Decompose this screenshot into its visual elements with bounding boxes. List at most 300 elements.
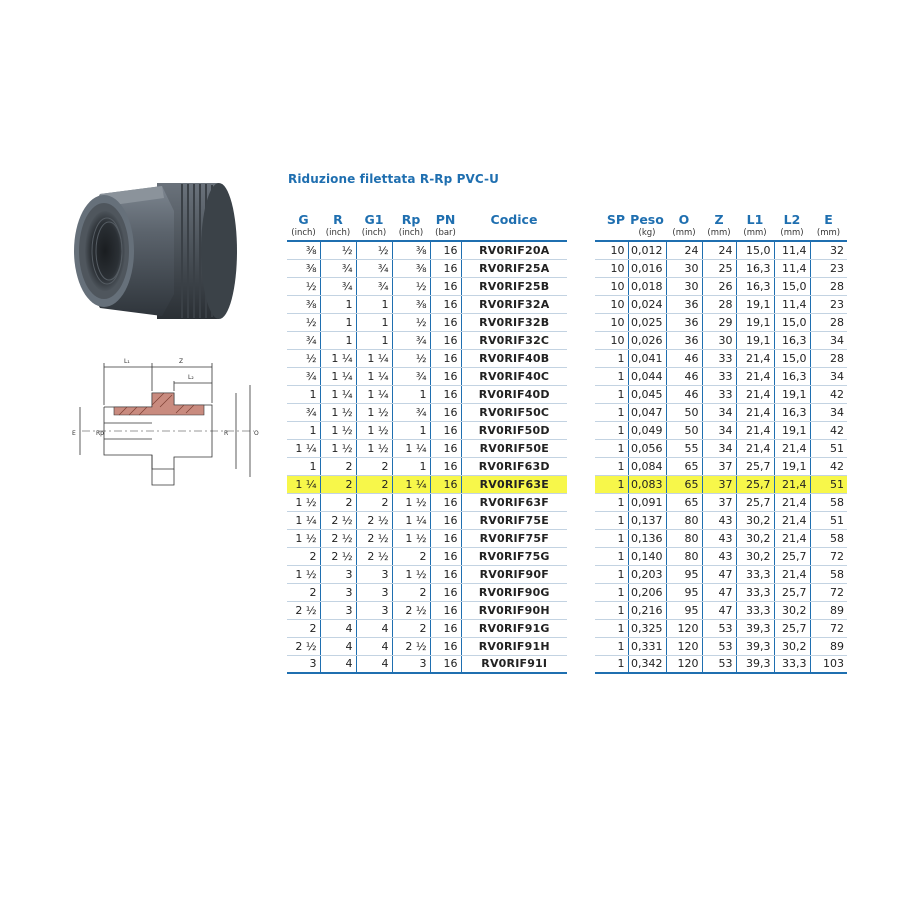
cell-g1: 1 [356, 331, 392, 349]
cell-e: 58 [810, 529, 847, 547]
cell-sp: 1 [595, 547, 628, 565]
cell-l1: 25,7 [736, 475, 774, 493]
cell-e: 51 [810, 475, 847, 493]
cell-z: 43 [702, 547, 736, 565]
cell-l1: 25,7 [736, 457, 774, 475]
cell-sp: 1 [595, 529, 628, 547]
cell-peso: 0,136 [628, 529, 666, 547]
table-row [595, 475, 847, 493]
cell-o: 24 [666, 241, 702, 259]
cell-rp: 2 [392, 583, 430, 601]
table-row [287, 277, 567, 295]
table-row [287, 349, 567, 367]
cell-rp: 1 ½ [392, 565, 430, 583]
cell-peso: 0,044 [628, 367, 666, 385]
cell-pn: 16 [430, 601, 461, 619]
cell-g1: 2 ½ [356, 511, 392, 529]
cell-g: 1 [287, 385, 320, 403]
cell-o: 36 [666, 295, 702, 313]
table-row [595, 619, 847, 637]
cell-peso: 0,056 [628, 439, 666, 457]
cell-codice: RV0RIF50D [461, 421, 567, 439]
cell-e: 23 [810, 295, 847, 313]
table-row [595, 457, 847, 475]
table-row [595, 601, 847, 619]
cell-e: 28 [810, 277, 847, 295]
cell-g1: 1 ½ [356, 421, 392, 439]
cell-r: 1 [320, 313, 356, 331]
cell-pn: 16 [430, 277, 461, 295]
cell-g1: 1 ¼ [356, 367, 392, 385]
cell-l2: 25,7 [774, 619, 810, 637]
cell-o: 120 [666, 637, 702, 655]
cell-o: 95 [666, 583, 702, 601]
cell-peso: 0,203 [628, 565, 666, 583]
cell-pn: 16 [430, 421, 461, 439]
cell-codice: RV0RIF91I [461, 655, 567, 673]
cell-g: 2 [287, 547, 320, 565]
cell-pn: 16 [430, 241, 461, 259]
table-row [287, 547, 567, 565]
cell-e: 28 [810, 349, 847, 367]
cell-o: 46 [666, 367, 702, 385]
cell-l2: 19,1 [774, 421, 810, 439]
cell-pn: 16 [430, 295, 461, 313]
cell-rp: ½ [392, 349, 430, 367]
cell-o: 30 [666, 259, 702, 277]
cell-sp: 1 [595, 601, 628, 619]
col-e-header: E [824, 212, 833, 227]
cell-rp: 2 ½ [392, 637, 430, 655]
cell-pn: 16 [430, 367, 461, 385]
fitting-product-image [62, 176, 244, 326]
cell-g: 1 ¼ [287, 511, 320, 529]
cell-peso: 0,140 [628, 547, 666, 565]
cell-l2: 11,4 [774, 259, 810, 277]
cell-o: 80 [666, 529, 702, 547]
cell-l1: 25,7 [736, 493, 774, 511]
table-row [595, 421, 847, 439]
cell-g: 1 ¼ [287, 475, 320, 493]
cell-z: 24 [702, 241, 736, 259]
col-r-unit: (inch) [320, 228, 356, 241]
cell-l1: 30,2 [736, 529, 774, 547]
cell-r: 1 ¼ [320, 367, 356, 385]
cell-rp: 2 [392, 547, 430, 565]
cell-o: 80 [666, 511, 702, 529]
table-row [595, 529, 847, 547]
cell-codice: RV0RIF63E [461, 475, 567, 493]
col-l2-unit: (mm) [774, 228, 810, 241]
table-row [595, 367, 847, 385]
cell-g1: 4 [356, 655, 392, 673]
table-row [287, 295, 567, 313]
cell-l1: 33,3 [736, 565, 774, 583]
cell-o: 46 [666, 385, 702, 403]
dim-rp-label: Rp [96, 430, 104, 437]
cell-rp: ¾ [392, 367, 430, 385]
cell-rp: ½ [392, 277, 430, 295]
cell-sp: 1 [595, 493, 628, 511]
cell-z: 53 [702, 619, 736, 637]
cell-z: 33 [702, 367, 736, 385]
dim-o-label: O [254, 430, 259, 437]
cell-g: ½ [287, 277, 320, 295]
cell-peso: 0,047 [628, 403, 666, 421]
table-row [287, 475, 567, 493]
col-o-unit: (mm) [666, 228, 702, 241]
cell-codice: RV0RIF75G [461, 547, 567, 565]
cell-rp: 1 [392, 421, 430, 439]
col-e-unit: (mm) [810, 228, 847, 241]
cell-z: 34 [702, 403, 736, 421]
cell-z: 43 [702, 529, 736, 547]
cell-pn: 16 [430, 529, 461, 547]
cell-pn: 16 [430, 637, 461, 655]
table-row [287, 421, 567, 439]
cell-codice: RV0RIF25A [461, 259, 567, 277]
cell-sp: 10 [595, 295, 628, 313]
dim-r-label: R [224, 430, 229, 437]
table-row [287, 439, 567, 457]
cell-e: 42 [810, 457, 847, 475]
cell-codice: RV0RIF90H [461, 601, 567, 619]
cell-l2: 19,1 [774, 457, 810, 475]
cell-sp: 1 [595, 367, 628, 385]
cell-z: 37 [702, 475, 736, 493]
cell-z: 37 [702, 493, 736, 511]
cell-o: 65 [666, 493, 702, 511]
table-row [287, 313, 567, 331]
cell-e: 72 [810, 583, 847, 601]
cell-r: 2 ½ [320, 511, 356, 529]
cell-e: 89 [810, 601, 847, 619]
cell-z: 33 [702, 349, 736, 367]
cell-e: 42 [810, 385, 847, 403]
col-o-header: O [678, 212, 690, 227]
cell-g: ⅜ [287, 295, 320, 313]
cell-z: 43 [702, 511, 736, 529]
cell-g1: 2 ½ [356, 529, 392, 547]
table-row [287, 583, 567, 601]
cell-codice: RV0RIF91G [461, 619, 567, 637]
cell-e: 58 [810, 565, 847, 583]
cell-codice: RV0RIF50C [461, 403, 567, 421]
cell-peso: 0,016 [628, 259, 666, 277]
table-row [595, 385, 847, 403]
cell-r: 3 [320, 565, 356, 583]
cell-g: 2 [287, 619, 320, 637]
cell-g: ½ [287, 349, 320, 367]
cell-l2: 16,3 [774, 331, 810, 349]
cell-codice: RV0RIF75E [461, 511, 567, 529]
cell-o: 65 [666, 475, 702, 493]
col-peso-unit: (kg) [628, 228, 666, 241]
cell-peso: 0,018 [628, 277, 666, 295]
cell-o: 50 [666, 421, 702, 439]
cell-codice: RV0RIF90G [461, 583, 567, 601]
cell-e: 103 [810, 655, 847, 673]
col-l1-unit: (mm) [736, 228, 774, 241]
cell-pn: 16 [430, 385, 461, 403]
table-row [287, 493, 567, 511]
cell-r: 2 [320, 457, 356, 475]
cell-l2: 16,3 [774, 403, 810, 421]
cell-e: 51 [810, 511, 847, 529]
cell-l2: 19,1 [774, 385, 810, 403]
cell-r: 4 [320, 655, 356, 673]
col-g-unit: (inch) [287, 228, 320, 241]
col-pn-unit: (bar) [430, 228, 461, 241]
cell-l1: 21,4 [736, 403, 774, 421]
table-row [287, 367, 567, 385]
cell-rp: 1 [392, 385, 430, 403]
cell-e: 72 [810, 547, 847, 565]
cell-o: 36 [666, 331, 702, 349]
cell-e: 89 [810, 637, 847, 655]
cell-e: 32 [810, 241, 847, 259]
cell-peso: 0,026 [628, 331, 666, 349]
cell-codice: RV0RIF40C [461, 367, 567, 385]
cell-e: 42 [810, 421, 847, 439]
cell-r: 2 ½ [320, 529, 356, 547]
cell-r: 1 ¼ [320, 385, 356, 403]
cell-sp: 1 [595, 439, 628, 457]
table-row [287, 637, 567, 655]
cell-codice: RV0RIF32A [461, 295, 567, 313]
cell-e: 51 [810, 439, 847, 457]
cell-sp: 10 [595, 241, 628, 259]
table-row [287, 403, 567, 421]
table-row [595, 313, 847, 331]
cell-l1: 39,3 [736, 619, 774, 637]
cell-l1: 21,4 [736, 439, 774, 457]
cell-z: 29 [702, 313, 736, 331]
cell-r: 1 [320, 295, 356, 313]
cell-l2: 21,4 [774, 493, 810, 511]
cell-codice: RV0RIF63F [461, 493, 567, 511]
cell-z: 33 [702, 385, 736, 403]
col-g-header: G [298, 212, 309, 227]
dim-z-label: Z [179, 358, 184, 365]
cell-z: 30 [702, 331, 736, 349]
cell-sp: 1 [595, 583, 628, 601]
cell-rp: 2 ½ [392, 601, 430, 619]
cell-sp: 10 [595, 313, 628, 331]
cell-e: 23 [810, 259, 847, 277]
cell-o: 30 [666, 277, 702, 295]
cell-l1: 33,3 [736, 601, 774, 619]
cell-peso: 0,045 [628, 385, 666, 403]
col-pn-header: PN [435, 212, 456, 227]
cell-sp: 1 [595, 655, 628, 673]
cell-l1: 39,3 [736, 655, 774, 673]
cell-l1: 16,3 [736, 259, 774, 277]
cell-r: 3 [320, 601, 356, 619]
cell-e: 28 [810, 313, 847, 331]
cell-codice: RV0RIF90F [461, 565, 567, 583]
cell-o: 65 [666, 457, 702, 475]
cell-rp: 3 [392, 655, 430, 673]
table-row [287, 601, 567, 619]
col-g1-header: G1 [364, 212, 384, 227]
cell-o: 80 [666, 547, 702, 565]
cell-pn: 16 [430, 655, 461, 673]
cell-pn: 16 [430, 313, 461, 331]
cell-l1: 30,2 [736, 547, 774, 565]
cell-z: 28 [702, 295, 736, 313]
table-row [287, 619, 567, 637]
cell-codice: RV0RIF50E [461, 439, 567, 457]
cell-l2: 33,3 [774, 655, 810, 673]
cell-g: 2 [287, 583, 320, 601]
cell-g: ⅜ [287, 259, 320, 277]
cell-r: ¾ [320, 277, 356, 295]
cell-l2: 21,4 [774, 511, 810, 529]
cell-g1: 4 [356, 637, 392, 655]
cell-g: 2 ½ [287, 637, 320, 655]
cell-z: 37 [702, 457, 736, 475]
cell-sp: 1 [595, 457, 628, 475]
cell-sp: 1 [595, 619, 628, 637]
cell-r: ½ [320, 241, 356, 259]
cell-l2: 21,4 [774, 439, 810, 457]
cell-pn: 16 [430, 619, 461, 637]
cell-o: 55 [666, 439, 702, 457]
cell-l1: 19,1 [736, 331, 774, 349]
cell-sp: 10 [595, 259, 628, 277]
col-peso-header: Peso [630, 212, 664, 227]
cell-rp: ¾ [392, 331, 430, 349]
cell-r: 3 [320, 583, 356, 601]
cell-rp: ½ [392, 313, 430, 331]
cell-l2: 15,0 [774, 349, 810, 367]
cell-g1: 3 [356, 601, 392, 619]
cell-pn: 16 [430, 565, 461, 583]
cell-l1: 30,2 [736, 511, 774, 529]
cell-g1: 1 [356, 295, 392, 313]
table-row [595, 655, 847, 673]
col-g1-unit: (inch) [356, 228, 392, 241]
cell-r: 2 ½ [320, 547, 356, 565]
cell-o: 120 [666, 619, 702, 637]
table-row [595, 349, 847, 367]
cell-sp: 1 [595, 637, 628, 655]
col-r-header: R [333, 212, 343, 227]
cell-l1: 39,3 [736, 637, 774, 655]
cell-peso: 0,025 [628, 313, 666, 331]
cell-g1: 3 [356, 565, 392, 583]
cell-l1: 19,1 [736, 313, 774, 331]
cell-pn: 16 [430, 547, 461, 565]
cell-l1: 21,4 [736, 421, 774, 439]
page-title: Riduzione filettata R-Rp PVC-U [288, 172, 499, 186]
cell-rp: ¾ [392, 403, 430, 421]
table-row [287, 565, 567, 583]
cell-g: 1 ½ [287, 565, 320, 583]
table-row [287, 331, 567, 349]
table-row [595, 511, 847, 529]
cell-pn: 16 [430, 475, 461, 493]
cell-l1: 16,3 [736, 277, 774, 295]
cell-l2: 25,7 [774, 583, 810, 601]
table-row [287, 529, 567, 547]
cell-codice: RV0RIF20A [461, 241, 567, 259]
cell-l1: 15,0 [736, 241, 774, 259]
cell-e: 34 [810, 331, 847, 349]
cell-pn: 16 [430, 583, 461, 601]
cell-l2: 11,4 [774, 241, 810, 259]
cell-rp: 1 ½ [392, 493, 430, 511]
cell-sp: 1 [595, 385, 628, 403]
table-row [595, 547, 847, 565]
cell-pn: 16 [430, 403, 461, 421]
col-l1-header: L1 [746, 212, 764, 227]
table-row [595, 565, 847, 583]
cell-r: 2 [320, 493, 356, 511]
table-row [595, 583, 847, 601]
cell-l2: 11,4 [774, 295, 810, 313]
cell-g1: 4 [356, 619, 392, 637]
cell-g1: 2 ½ [356, 547, 392, 565]
cell-e: 58 [810, 493, 847, 511]
cell-codice: RV0RIF40D [461, 385, 567, 403]
cell-sp: 1 [595, 475, 628, 493]
cell-g1: ¾ [356, 277, 392, 295]
cell-l1: 21,4 [736, 385, 774, 403]
col-z-header: Z [714, 212, 724, 227]
cell-g1: ¾ [356, 259, 392, 277]
cell-o: 95 [666, 565, 702, 583]
col-sp-header: SP [606, 212, 625, 227]
cell-g1: 1 ½ [356, 439, 392, 457]
cell-r: 4 [320, 637, 356, 655]
cell-r: 2 [320, 475, 356, 493]
cell-pn: 16 [430, 457, 461, 475]
dim-l1-label: L₁ [124, 358, 130, 365]
table-row [595, 331, 847, 349]
cell-l1: 21,4 [736, 349, 774, 367]
cell-g1: 1 ¼ [356, 349, 392, 367]
cell-g1: 2 [356, 475, 392, 493]
col-z-unit: (mm) [702, 228, 736, 241]
cell-sp: 1 [595, 565, 628, 583]
cell-peso: 0,049 [628, 421, 666, 439]
cell-g: 1 [287, 421, 320, 439]
cell-pn: 16 [430, 511, 461, 529]
table-row [595, 403, 847, 421]
cell-codice: RV0RIF25B [461, 277, 567, 295]
cell-peso: 0,216 [628, 601, 666, 619]
cell-l2: 21,4 [774, 529, 810, 547]
cell-peso: 0,041 [628, 349, 666, 367]
cell-o: 36 [666, 313, 702, 331]
cell-sp: 10 [595, 277, 628, 295]
cell-pn: 16 [430, 259, 461, 277]
cell-r: 1 ½ [320, 421, 356, 439]
cell-z: 34 [702, 439, 736, 457]
table-row [595, 259, 847, 277]
cell-l2: 16,3 [774, 367, 810, 385]
cell-peso: 0,325 [628, 619, 666, 637]
cell-l1: 33,3 [736, 583, 774, 601]
col-codice-header: Codice [490, 212, 538, 227]
cell-sp: 10 [595, 331, 628, 349]
table-row [595, 241, 847, 259]
cell-peso: 0,137 [628, 511, 666, 529]
cell-peso: 0,091 [628, 493, 666, 511]
table-row [287, 241, 567, 259]
